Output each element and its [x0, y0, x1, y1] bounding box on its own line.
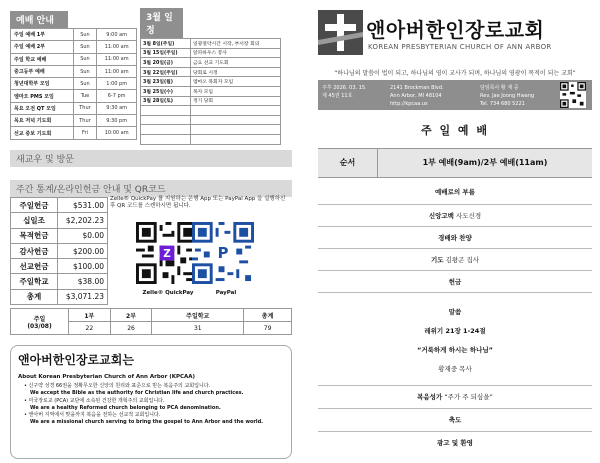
- zelle-label: Zelle® QuickPay: [142, 290, 194, 296]
- pastor-korean: 담임목사 황 재 중: [480, 85, 519, 91]
- table-row: [141, 48, 281, 58]
- offering-label: 목적헌금: [11, 228, 58, 243]
- worship-time: 11:00 am: [97, 41, 137, 53]
- offering-label: 십일조: [11, 213, 58, 228]
- address-line: Ann Arbor, MI 48104: [390, 93, 442, 99]
- service-item: [318, 271, 592, 293]
- table-row: [141, 58, 281, 68]
- about-line: • 앤아버 지역에서 맞을까지 복음을 전하는 선교적 교회입니다.: [24, 412, 161, 418]
- bulletin-issue: 제 45권 11호: [322, 93, 353, 99]
- table-row: [141, 106, 281, 116]
- website-link[interactable]: http://kpcaa.us: [390, 101, 428, 107]
- offering-label: 주일헌금: [11, 198, 58, 213]
- qr-instructions: Zelle® QuickPay 를 지원하는 은행 App 또는 PayPal App 을 실행하신 후 QR 코드를 스캔하시면 됩니다.: [110, 196, 286, 210]
- worship-name: 중고등부 예배: [11, 65, 74, 77]
- worship-day: Thur: [73, 102, 97, 114]
- pastor-english: Rev. Jae Joong Hwang: [480, 93, 535, 99]
- worship-time: 11:00 am: [97, 65, 137, 77]
- service-item-main: 예배로의 부름: [435, 188, 475, 196]
- table-row: [11, 213, 108, 228]
- offering-amount: $0.00: [58, 228, 108, 243]
- service-times-header: 1부 예배(9am)/2부 예배(11am): [422, 158, 548, 167]
- table-row: [141, 86, 281, 96]
- attendance-header: 2부: [110, 309, 152, 322]
- offering-amount: $3,071.23: [58, 289, 108, 304]
- event-date: 3월 25일(수): [141, 86, 191, 96]
- phone-number: Tel. 734 680 5221: [480, 101, 525, 107]
- about-line: • 신구약 성경 66권을 정확무오한 신앙의 원리와 표준으로 믿는 복음주의 교회입니다.: [24, 383, 211, 389]
- event-name: 정기 당회: [191, 96, 281, 106]
- attendance-header: 1부: [69, 309, 111, 322]
- worship-name: 선교 중보 기도회: [11, 127, 74, 139]
- service-header-row: [318, 148, 592, 178]
- offering-amount: $38.00: [58, 274, 108, 289]
- table-row: [11, 65, 137, 77]
- bulletin-date: 주후 2026. 03. 15.: [322, 85, 367, 91]
- worship-time: 1:00 pm: [97, 78, 137, 90]
- table-row: [141, 115, 281, 125]
- service-order-list: [318, 180, 592, 455]
- worship-day: Sun: [73, 41, 97, 53]
- sermon-preacher: 황재중 목사: [438, 365, 472, 373]
- event-name: 엠마오 목회자 모임: [191, 77, 281, 87]
- service-item: [318, 205, 592, 227]
- attendance-header: 총계: [244, 309, 292, 322]
- svg-text:Z: Z: [163, 247, 171, 260]
- event-date: 3월 22일(주일): [141, 67, 191, 77]
- table-row: [11, 274, 108, 289]
- service-item-main: 광고 및 환영: [437, 439, 473, 447]
- table-row: [11, 90, 137, 102]
- attendance-header: 주일학교: [152, 309, 244, 322]
- worship-name: 주일 예배 2부: [11, 41, 74, 53]
- attendance-value: 31: [152, 322, 244, 335]
- service-item-main: 신앙고백: [428, 212, 454, 220]
- about-box: [10, 345, 292, 459]
- service-title: 주 일 예 배: [421, 124, 489, 137]
- table-row: [11, 53, 137, 65]
- church-name-korean: 앤아버한인장로교회: [366, 18, 545, 42]
- service-item-detail: 김왕곤 집사: [443, 256, 480, 264]
- table-row: [141, 77, 281, 87]
- event-date: 3월 28일(토): [141, 96, 191, 106]
- paypal-label: PayPal: [215, 290, 237, 296]
- march-heading: 3월 일정: [140, 8, 183, 38]
- worship-day: Sun: [73, 65, 97, 77]
- service-item-detail: “주가 주 되심을”: [442, 393, 493, 401]
- service-item: [318, 409, 592, 432]
- service-item: [318, 180, 592, 205]
- worship-day: Sun: [73, 53, 97, 65]
- church-logo-icon: [318, 10, 363, 55]
- table-row: [141, 96, 281, 106]
- worship-time: 11:00 am: [97, 53, 137, 65]
- worship-name: 청년대학부 모임: [11, 78, 74, 90]
- attendance-date: (03/08): [27, 322, 52, 330]
- zelle-qr-code[interactable]: [136, 222, 198, 284]
- svg-text:P: P: [217, 245, 229, 263]
- table-row: [141, 67, 281, 77]
- event-date: 3월 8일(주일): [141, 39, 191, 49]
- offering-amount: $200.00: [58, 243, 108, 258]
- attendance-value: 22: [69, 322, 111, 335]
- event-name: 목자 모임: [191, 86, 281, 96]
- sermon-label: 말씀: [448, 308, 462, 316]
- event-date: 3월 15일(주일): [141, 48, 191, 58]
- service-item: [318, 432, 592, 455]
- about-title: 앤아버한인장로교회는: [18, 353, 134, 367]
- about-line: • 미국장로교 (PCA) 교단에 소속된 건강한 개혁주의 교회입니다.: [24, 397, 165, 404]
- about-line: We accept the Bible as the authority for Christian life and church practices.: [30, 390, 244, 397]
- about-line: We are a missional church serving to bring the gospel to Ann Arbor and the world.: [30, 419, 264, 426]
- service-item-main: 축도: [448, 416, 462, 424]
- event-name: 당회로 시정: [191, 67, 281, 77]
- table-row: [11, 309, 292, 322]
- table-row: [11, 243, 108, 258]
- about-line: We are a healthy Reformed church belonging to PCA denomination.: [30, 404, 221, 411]
- table-row: [141, 125, 281, 135]
- worship-name: 엠마오 PMS 모임: [11, 90, 74, 102]
- worship-table: [10, 28, 137, 140]
- paypal-qr-code[interactable]: [192, 222, 254, 284]
- worship-time: 9:30 am: [97, 102, 137, 114]
- offering-label: 총계: [11, 289, 58, 304]
- march-table: [140, 38, 281, 145]
- table-row: [11, 41, 137, 53]
- offering-amount: $100.00: [58, 259, 108, 274]
- table-row: [11, 198, 108, 213]
- worship-time: 6-7 pm: [97, 90, 137, 102]
- worship-day: Fri: [73, 127, 97, 139]
- church-motto: “하나님의 말씀이 법이 되고, 하나님의 영이 교사가 되며, 하나님의 영광이 목적이 되는 교회”: [334, 70, 576, 77]
- table-row: [11, 228, 108, 243]
- event-name: 일광절약시간 시작, 부서장 회의: [191, 39, 281, 49]
- event-name: 알파하우스 봉사: [191, 48, 281, 58]
- about-subtitle: About Korean Presbyterian Church of Ann Arbor (KPCAA): [18, 374, 196, 380]
- table-row: [11, 102, 137, 114]
- offering-label: 선교헌금: [11, 259, 58, 274]
- service-item-detail: 사도신경: [453, 212, 482, 220]
- church-name-english: KOREAN PRESBYTERIAN CHURCH OF ANN ARBOR: [368, 43, 552, 51]
- offering-label: 감사헌금: [11, 243, 58, 258]
- table-row: [11, 259, 108, 274]
- table-row: [141, 39, 281, 49]
- offering-label: 주일학교: [11, 274, 58, 289]
- attendance-value: 26: [110, 322, 152, 335]
- march-schedule: [140, 8, 281, 145]
- worship-name: 주일 학교 예배: [11, 53, 74, 65]
- worship-time: 9:00 am: [97, 29, 137, 41]
- table-row: [11, 29, 137, 41]
- offering-amount: $531.00: [58, 198, 108, 213]
- worship-heading: 예배 안내: [10, 11, 68, 28]
- sermon-passage: 레위기 21장 1-24절: [424, 327, 486, 335]
- sermon-title: “거룩하게 하시는 하나님”: [417, 346, 493, 354]
- worship-name: 목요 저녁 기도회: [11, 115, 74, 127]
- service-item-main: 기도: [430, 256, 444, 264]
- event-date: 3월 20일(금): [141, 58, 191, 68]
- attendance-value: 79: [244, 322, 292, 335]
- sermon-block: [318, 293, 592, 386]
- worship-schedule: [10, 8, 137, 140]
- worship-day: Thur: [73, 115, 97, 127]
- address-line: 2141 Brockman Blvd.: [390, 85, 444, 91]
- attendance-label: 주일: [33, 315, 46, 323]
- worship-day: Sun: [73, 29, 97, 41]
- event-date: 3월 23일(월): [141, 77, 191, 87]
- offering-heading: 주간 통계/온라인헌금 안내 및 QR코드: [10, 180, 292, 197]
- website-qr-code[interactable]: [560, 82, 586, 108]
- offering-table: [10, 197, 108, 305]
- worship-day: Tue: [73, 90, 97, 102]
- worship-time: 10:00 am: [97, 127, 137, 139]
- service-item-main: 복음성가: [417, 393, 443, 401]
- service-item-main: 헌금: [448, 278, 462, 286]
- service-item-main: 경배와 찬양: [438, 234, 472, 242]
- worship-name: 목요 오전 QT 모임: [11, 102, 74, 114]
- table-row: [11, 127, 137, 139]
- info-bar: [318, 80, 592, 110]
- table-row: [141, 134, 281, 144]
- table-row: [11, 115, 137, 127]
- service-item: [318, 227, 592, 249]
- service-item: [318, 249, 592, 271]
- worship-name: 주일 예배 1부: [11, 29, 74, 41]
- attendance-table: [10, 308, 292, 335]
- service-item: [318, 386, 592, 409]
- event-name: 금요 선교 기도회: [191, 58, 281, 68]
- offering-amount: $2,202.23: [58, 213, 108, 228]
- table-row: [11, 289, 108, 304]
- new-family-heading: 새교우 및 방문: [10, 150, 292, 167]
- service-order-header: 순서: [318, 149, 378, 177]
- worship-time: 9:30 pm: [97, 115, 137, 127]
- worship-day: Sun: [73, 78, 97, 90]
- table-row: [11, 78, 137, 90]
